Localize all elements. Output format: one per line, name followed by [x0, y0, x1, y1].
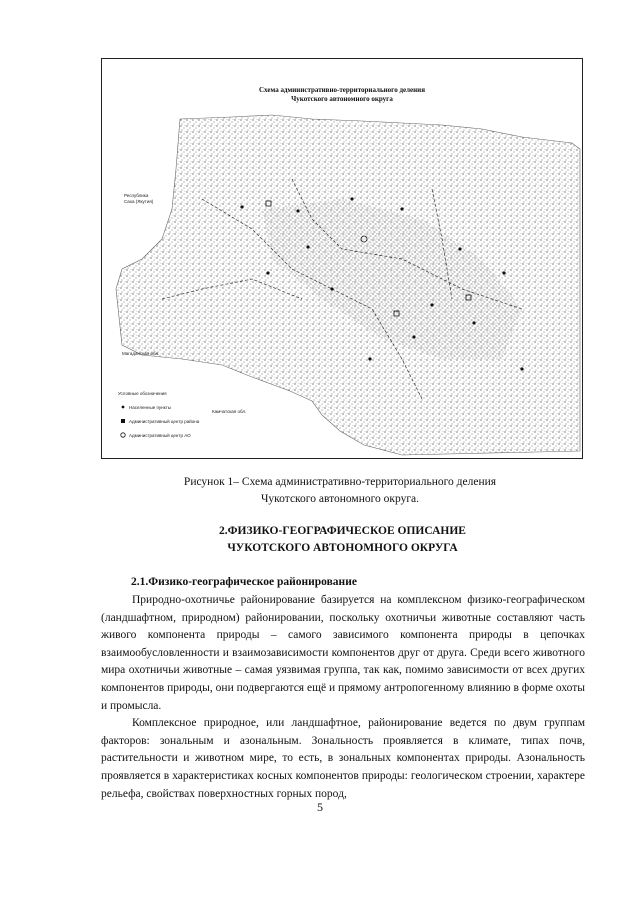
map-label-yakutia-2: Саха (Якутия) — [124, 199, 154, 204]
section-heading — [100, 523, 585, 557]
body-text — [101, 592, 585, 803]
map-legend-settlements: Населенные пункты — [129, 405, 171, 410]
map-title-line2: Чукотского автономного округа — [291, 95, 393, 103]
map-title — [102, 86, 582, 104]
map-image — [102, 59, 582, 458]
map-legend-district-center: Административный центр района — [129, 419, 200, 424]
section-heading-line1: 2.ФИЗИКО-ГЕОГРАФИЧЕСКОЕ ОПИСАНИЕ — [219, 525, 466, 537]
figure-caption-line2: Чукотского автономного округа. — [260, 493, 420, 505]
map-title-line1: Схема административно-территориального деления — [259, 86, 425, 94]
map-legend-title: Условные обозначения — [118, 391, 167, 396]
map-figure — [101, 58, 583, 459]
figure-caption — [150, 474, 530, 508]
figure-caption-line1: Рисунок 1– Схема административно-территориального деления — [183, 476, 497, 488]
map-label-yakutia-1: Республика — [124, 193, 149, 198]
subsection-heading: 2.1.Физико-географическое районирование — [131, 576, 357, 588]
paragraph-1: Природно-охотничье районирование базируется на комплексном физико-географическом (ландшафтном, природном) районировании, поскольку охотничьи животные составляют часть живого компонента природы – самого зависимого компонента природы в цепочках взаимообусловленности и взаимозависимости компонентов друг от друга. Среди всего животного мира охотничьи животные – самая уязвимая группа, так как, помимо зависимости от всех других компонентов природы, они подвергаются ещё и прямому антропогенному влиянию в форме охоты и промысла. — [101, 594, 585, 712]
map-legend-markers — [121, 406, 125, 438]
section-heading-line2: ЧУКОТСКОГО АВТОНОМНОГО ОКРУГА — [227, 542, 458, 554]
paragraph-2: Комплексное природное, или ландшафтное, районирование ведется по двум группам факторов: зональным и азональным. Зональность проявляется в климате, типах почв, растительности и животном мире, то есть, в зональных компонентах природы. Азональность проявляется в характеристиках косных компонентов природы: геологическом строении, характере рельефа, свойствах поверхностных горных пород, — [101, 717, 585, 800]
map-label-magadan: Магаданская обл. — [122, 351, 160, 356]
map-label-kamchatka: Камчатская обл. — [212, 409, 247, 414]
map-legend-ao-center: Административный центр АО — [129, 433, 191, 438]
page-number: 5 — [317, 800, 323, 814]
